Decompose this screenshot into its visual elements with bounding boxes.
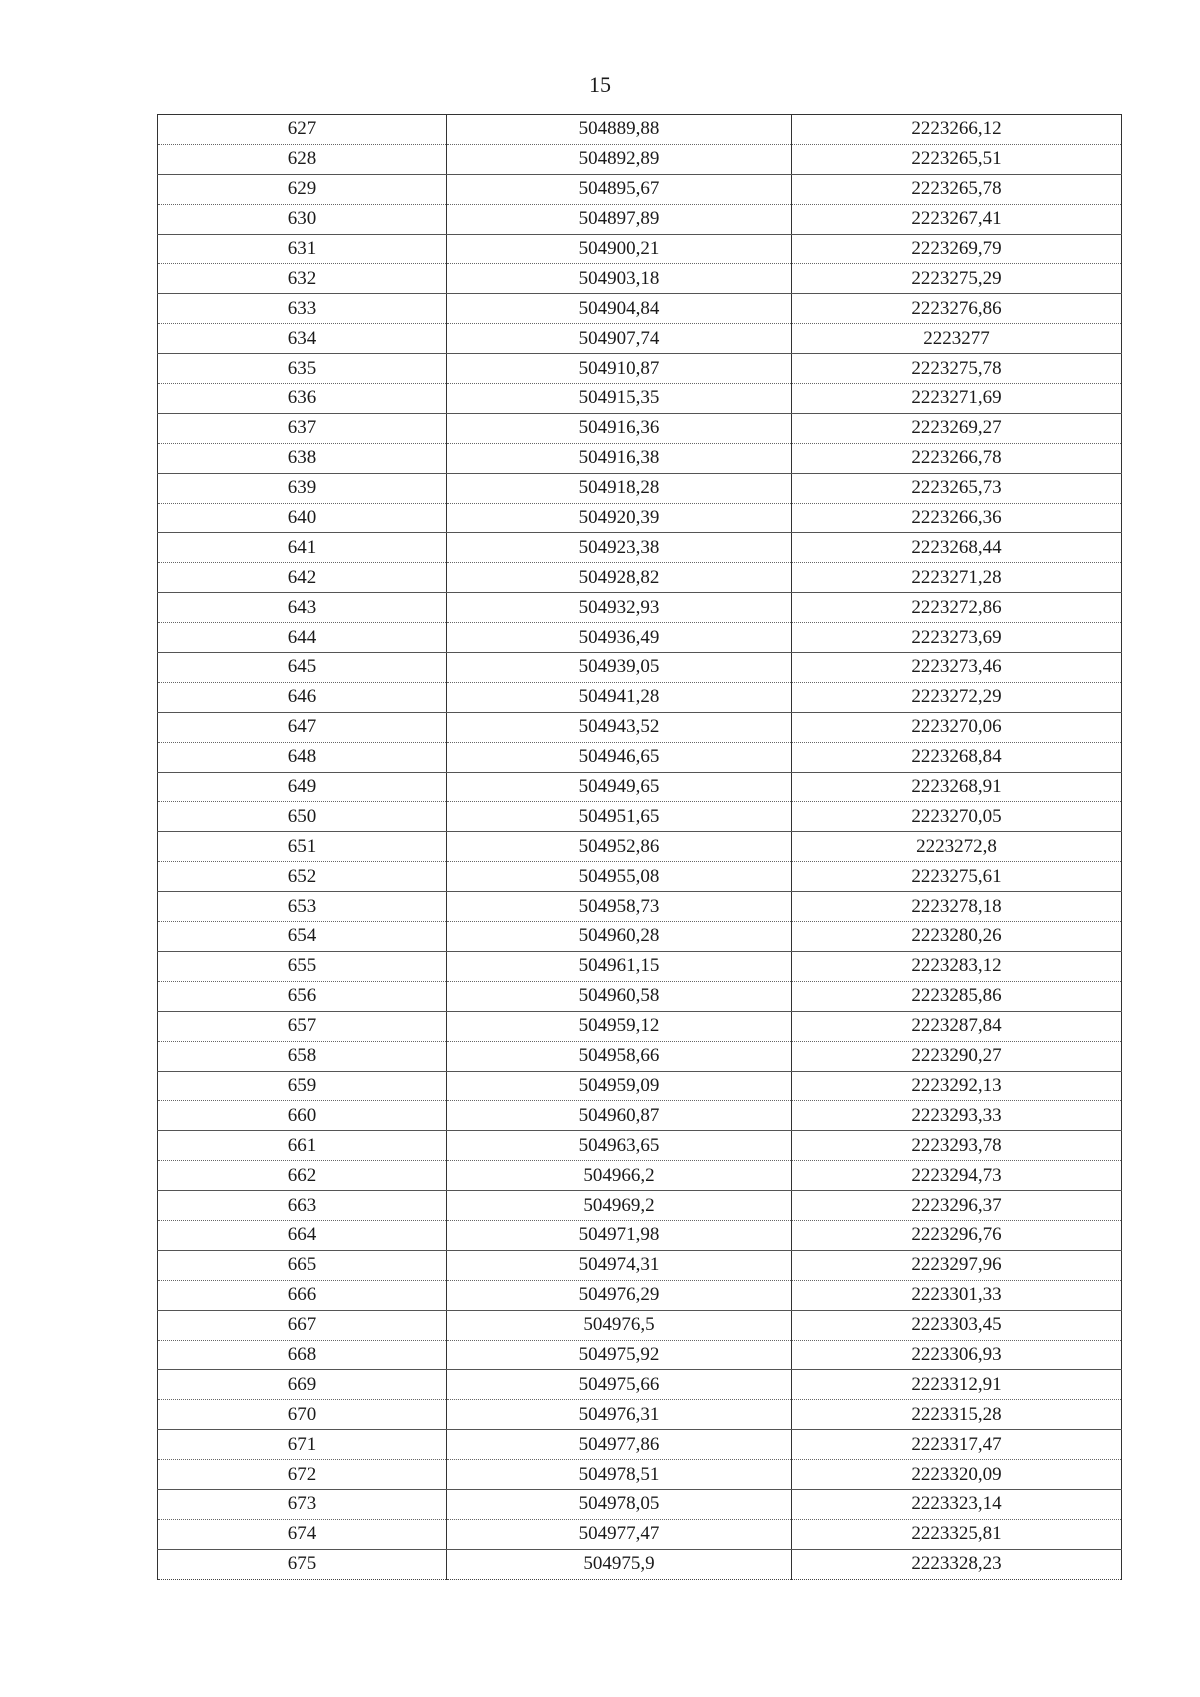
x-coordinate-cell: 504975,66 [447, 1370, 792, 1400]
y-coordinate-cell: 2223294,73 [792, 1161, 1122, 1191]
table-row [158, 682, 1122, 712]
table-row [158, 1011, 1122, 1041]
table-row [158, 742, 1122, 772]
y-coordinate-cell: 2223290,27 [792, 1041, 1122, 1071]
x-coordinate-cell: 504923,38 [447, 533, 792, 563]
coordinates-table-body [158, 115, 1122, 1580]
x-coordinate-cell: 504904,84 [447, 294, 792, 324]
table-row [158, 354, 1122, 384]
table-row [158, 384, 1122, 414]
x-coordinate-cell: 504889,88 [447, 115, 792, 145]
x-coordinate-cell: 504916,36 [447, 413, 792, 443]
x-coordinate-cell: 504910,87 [447, 354, 792, 384]
x-coordinate-cell: 504903,18 [447, 264, 792, 294]
point-number-cell: 644 [158, 623, 447, 653]
y-coordinate-cell: 2223275,61 [792, 862, 1122, 892]
point-number-cell: 666 [158, 1280, 447, 1310]
table-row [158, 1071, 1122, 1101]
table-row [158, 1549, 1122, 1579]
x-coordinate-cell: 504907,74 [447, 324, 792, 354]
table-row [158, 951, 1122, 981]
point-number-cell: 668 [158, 1340, 447, 1370]
table-row [158, 1340, 1122, 1370]
y-coordinate-cell: 2223275,78 [792, 354, 1122, 384]
x-coordinate-cell: 504969,2 [447, 1191, 792, 1221]
table-row [158, 503, 1122, 533]
coordinates-table [157, 114, 1122, 1580]
table-row [158, 1519, 1122, 1549]
y-coordinate-cell: 2223265,51 [792, 144, 1122, 174]
point-number-cell: 663 [158, 1191, 447, 1221]
table-row [158, 981, 1122, 1011]
x-coordinate-cell: 504978,05 [447, 1489, 792, 1519]
x-coordinate-cell: 504920,39 [447, 503, 792, 533]
table-row [158, 533, 1122, 563]
x-coordinate-cell: 504915,35 [447, 384, 792, 414]
point-number-cell: 636 [158, 384, 447, 414]
y-coordinate-cell: 2223297,96 [792, 1250, 1122, 1280]
y-coordinate-cell: 2223328,23 [792, 1549, 1122, 1579]
table-row [158, 802, 1122, 832]
x-coordinate-cell: 504895,67 [447, 174, 792, 204]
point-number-cell: 630 [158, 204, 447, 234]
point-number-cell: 673 [158, 1489, 447, 1519]
table-row [158, 1400, 1122, 1430]
x-coordinate-cell: 504900,21 [447, 234, 792, 264]
table-row [158, 204, 1122, 234]
table-row [158, 1489, 1122, 1519]
x-coordinate-cell: 504959,12 [447, 1011, 792, 1041]
x-coordinate-cell: 504974,31 [447, 1250, 792, 1280]
point-number-cell: 672 [158, 1460, 447, 1490]
y-coordinate-cell: 2223272,86 [792, 593, 1122, 623]
x-coordinate-cell: 504946,65 [447, 742, 792, 772]
y-coordinate-cell: 2223312,91 [792, 1370, 1122, 1400]
y-coordinate-cell: 2223268,84 [792, 742, 1122, 772]
x-coordinate-cell: 504975,92 [447, 1340, 792, 1370]
y-coordinate-cell: 2223325,81 [792, 1519, 1122, 1549]
x-coordinate-cell: 504955,08 [447, 862, 792, 892]
point-number-cell: 629 [158, 174, 447, 204]
table-row [158, 174, 1122, 204]
point-number-cell: 671 [158, 1430, 447, 1460]
point-number-cell: 638 [158, 443, 447, 473]
x-coordinate-cell: 504960,58 [447, 981, 792, 1011]
point-number-cell: 643 [158, 593, 447, 623]
table-row [158, 832, 1122, 862]
x-coordinate-cell: 504976,5 [447, 1310, 792, 1340]
y-coordinate-cell: 2223270,06 [792, 712, 1122, 742]
x-coordinate-cell: 504958,73 [447, 892, 792, 922]
y-coordinate-cell: 2223266,36 [792, 503, 1122, 533]
point-number-cell: 657 [158, 1011, 447, 1041]
point-number-cell: 665 [158, 1250, 447, 1280]
point-number-cell: 642 [158, 563, 447, 593]
x-coordinate-cell: 504963,65 [447, 1131, 792, 1161]
table-row [158, 1280, 1122, 1310]
point-number-cell: 661 [158, 1131, 447, 1161]
point-number-cell: 651 [158, 832, 447, 862]
x-coordinate-cell: 504978,51 [447, 1460, 792, 1490]
point-number-cell: 635 [158, 354, 447, 384]
table-row [158, 115, 1122, 145]
table-row [158, 623, 1122, 653]
point-number-cell: 631 [158, 234, 447, 264]
point-number-cell: 675 [158, 1549, 447, 1579]
table-row [158, 144, 1122, 174]
x-coordinate-cell: 504952,86 [447, 832, 792, 862]
point-number-cell: 656 [158, 981, 447, 1011]
x-coordinate-cell: 504949,65 [447, 772, 792, 802]
x-coordinate-cell: 504892,89 [447, 144, 792, 174]
point-number-cell: 655 [158, 951, 447, 981]
table-row [158, 862, 1122, 892]
point-number-cell: 645 [158, 653, 447, 683]
table-row [158, 1220, 1122, 1250]
x-coordinate-cell: 504971,98 [447, 1220, 792, 1250]
y-coordinate-cell: 2223278,18 [792, 892, 1122, 922]
x-coordinate-cell: 504943,52 [447, 712, 792, 742]
x-coordinate-cell: 504960,28 [447, 922, 792, 952]
y-coordinate-cell: 2223293,78 [792, 1131, 1122, 1161]
y-coordinate-cell: 2223275,29 [792, 264, 1122, 294]
point-number-cell: 633 [158, 294, 447, 324]
table-row [158, 892, 1122, 922]
y-coordinate-cell: 2223285,86 [792, 981, 1122, 1011]
point-number-cell: 647 [158, 712, 447, 742]
table-row [158, 473, 1122, 503]
table-row [158, 1191, 1122, 1221]
table-row [158, 922, 1122, 952]
point-number-cell: 637 [158, 413, 447, 443]
y-coordinate-cell: 2223266,12 [792, 115, 1122, 145]
y-coordinate-cell: 2223269,79 [792, 234, 1122, 264]
x-coordinate-cell: 504951,65 [447, 802, 792, 832]
table-row [158, 294, 1122, 324]
point-number-cell: 627 [158, 115, 447, 145]
y-coordinate-cell: 2223273,69 [792, 623, 1122, 653]
point-number-cell: 660 [158, 1101, 447, 1131]
y-coordinate-cell: 2223320,09 [792, 1460, 1122, 1490]
y-coordinate-cell: 2223276,86 [792, 294, 1122, 324]
table-row [158, 1460, 1122, 1490]
x-coordinate-cell: 504928,82 [447, 563, 792, 593]
y-coordinate-cell: 2223268,91 [792, 772, 1122, 802]
y-coordinate-cell: 2223315,28 [792, 1400, 1122, 1430]
point-number-cell: 652 [158, 862, 447, 892]
y-coordinate-cell: 2223273,46 [792, 653, 1122, 683]
x-coordinate-cell: 504961,15 [447, 951, 792, 981]
point-number-cell: 639 [158, 473, 447, 503]
x-coordinate-cell: 504897,89 [447, 204, 792, 234]
point-number-cell: 654 [158, 922, 447, 952]
x-coordinate-cell: 504976,31 [447, 1400, 792, 1430]
y-coordinate-cell: 2223272,29 [792, 682, 1122, 712]
y-coordinate-cell: 2223269,27 [792, 413, 1122, 443]
table-row [158, 563, 1122, 593]
table-row [158, 234, 1122, 264]
table-row [158, 593, 1122, 623]
point-number-cell: 632 [158, 264, 447, 294]
x-coordinate-cell: 504977,47 [447, 1519, 792, 1549]
y-coordinate-cell: 2223323,14 [792, 1489, 1122, 1519]
point-number-cell: 641 [158, 533, 447, 563]
x-coordinate-cell: 504977,86 [447, 1430, 792, 1460]
y-coordinate-cell: 2223277 [792, 324, 1122, 354]
y-coordinate-cell: 2223287,84 [792, 1011, 1122, 1041]
x-coordinate-cell: 504960,87 [447, 1101, 792, 1131]
point-number-cell: 650 [158, 802, 447, 832]
x-coordinate-cell: 504939,05 [447, 653, 792, 683]
table-row [158, 1131, 1122, 1161]
point-number-cell: 634 [158, 324, 447, 354]
x-coordinate-cell: 504941,28 [447, 682, 792, 712]
y-coordinate-cell: 2223296,76 [792, 1220, 1122, 1250]
point-number-cell: 659 [158, 1071, 447, 1101]
x-coordinate-cell: 504975,9 [447, 1549, 792, 1579]
point-number-cell: 653 [158, 892, 447, 922]
point-number-cell: 669 [158, 1370, 447, 1400]
point-number-cell: 640 [158, 503, 447, 533]
point-number-cell: 649 [158, 772, 447, 802]
table-row [158, 1101, 1122, 1131]
table-row [158, 443, 1122, 473]
point-number-cell: 670 [158, 1400, 447, 1430]
y-coordinate-cell: 2223272,8 [792, 832, 1122, 862]
table-row [158, 1430, 1122, 1460]
x-coordinate-cell: 504916,38 [447, 443, 792, 473]
x-coordinate-cell: 504959,09 [447, 1071, 792, 1101]
page-number: 15 [589, 72, 611, 97]
table-row [158, 264, 1122, 294]
table-row [158, 324, 1122, 354]
table-row [158, 772, 1122, 802]
table-row [158, 1041, 1122, 1071]
point-number-cell: 667 [158, 1310, 447, 1340]
table-row [158, 712, 1122, 742]
y-coordinate-cell: 2223271,69 [792, 384, 1122, 414]
y-coordinate-cell: 2223317,47 [792, 1430, 1122, 1460]
point-number-cell: 628 [158, 144, 447, 174]
table-row [158, 413, 1122, 443]
point-number-cell: 648 [158, 742, 447, 772]
y-coordinate-cell: 2223267,41 [792, 204, 1122, 234]
x-coordinate-cell: 504918,28 [447, 473, 792, 503]
y-coordinate-cell: 2223306,93 [792, 1340, 1122, 1370]
y-coordinate-cell: 2223293,33 [792, 1101, 1122, 1131]
x-coordinate-cell: 504958,66 [447, 1041, 792, 1071]
x-coordinate-cell: 504936,49 [447, 623, 792, 653]
y-coordinate-cell: 2223265,78 [792, 174, 1122, 204]
point-number-cell: 664 [158, 1220, 447, 1250]
y-coordinate-cell: 2223270,05 [792, 802, 1122, 832]
table-row [158, 1370, 1122, 1400]
y-coordinate-cell: 2223301,33 [792, 1280, 1122, 1310]
point-number-cell: 662 [158, 1161, 447, 1191]
y-coordinate-cell: 2223266,78 [792, 443, 1122, 473]
x-coordinate-cell: 504932,93 [447, 593, 792, 623]
x-coordinate-cell: 504976,29 [447, 1280, 792, 1310]
y-coordinate-cell: 2223271,28 [792, 563, 1122, 593]
y-coordinate-cell: 2223265,73 [792, 473, 1122, 503]
y-coordinate-cell: 2223283,12 [792, 951, 1122, 981]
x-coordinate-cell: 504966,2 [447, 1161, 792, 1191]
y-coordinate-cell: 2223303,45 [792, 1310, 1122, 1340]
y-coordinate-cell: 2223296,37 [792, 1191, 1122, 1221]
y-coordinate-cell: 2223280,26 [792, 922, 1122, 952]
y-coordinate-cell: 2223292,13 [792, 1071, 1122, 1101]
table-row [158, 1250, 1122, 1280]
point-number-cell: 674 [158, 1519, 447, 1549]
table-row [158, 1310, 1122, 1340]
y-coordinate-cell: 2223268,44 [792, 533, 1122, 563]
point-number-cell: 646 [158, 682, 447, 712]
table-row [158, 653, 1122, 683]
point-number-cell: 658 [158, 1041, 447, 1071]
table-row [158, 1161, 1122, 1191]
